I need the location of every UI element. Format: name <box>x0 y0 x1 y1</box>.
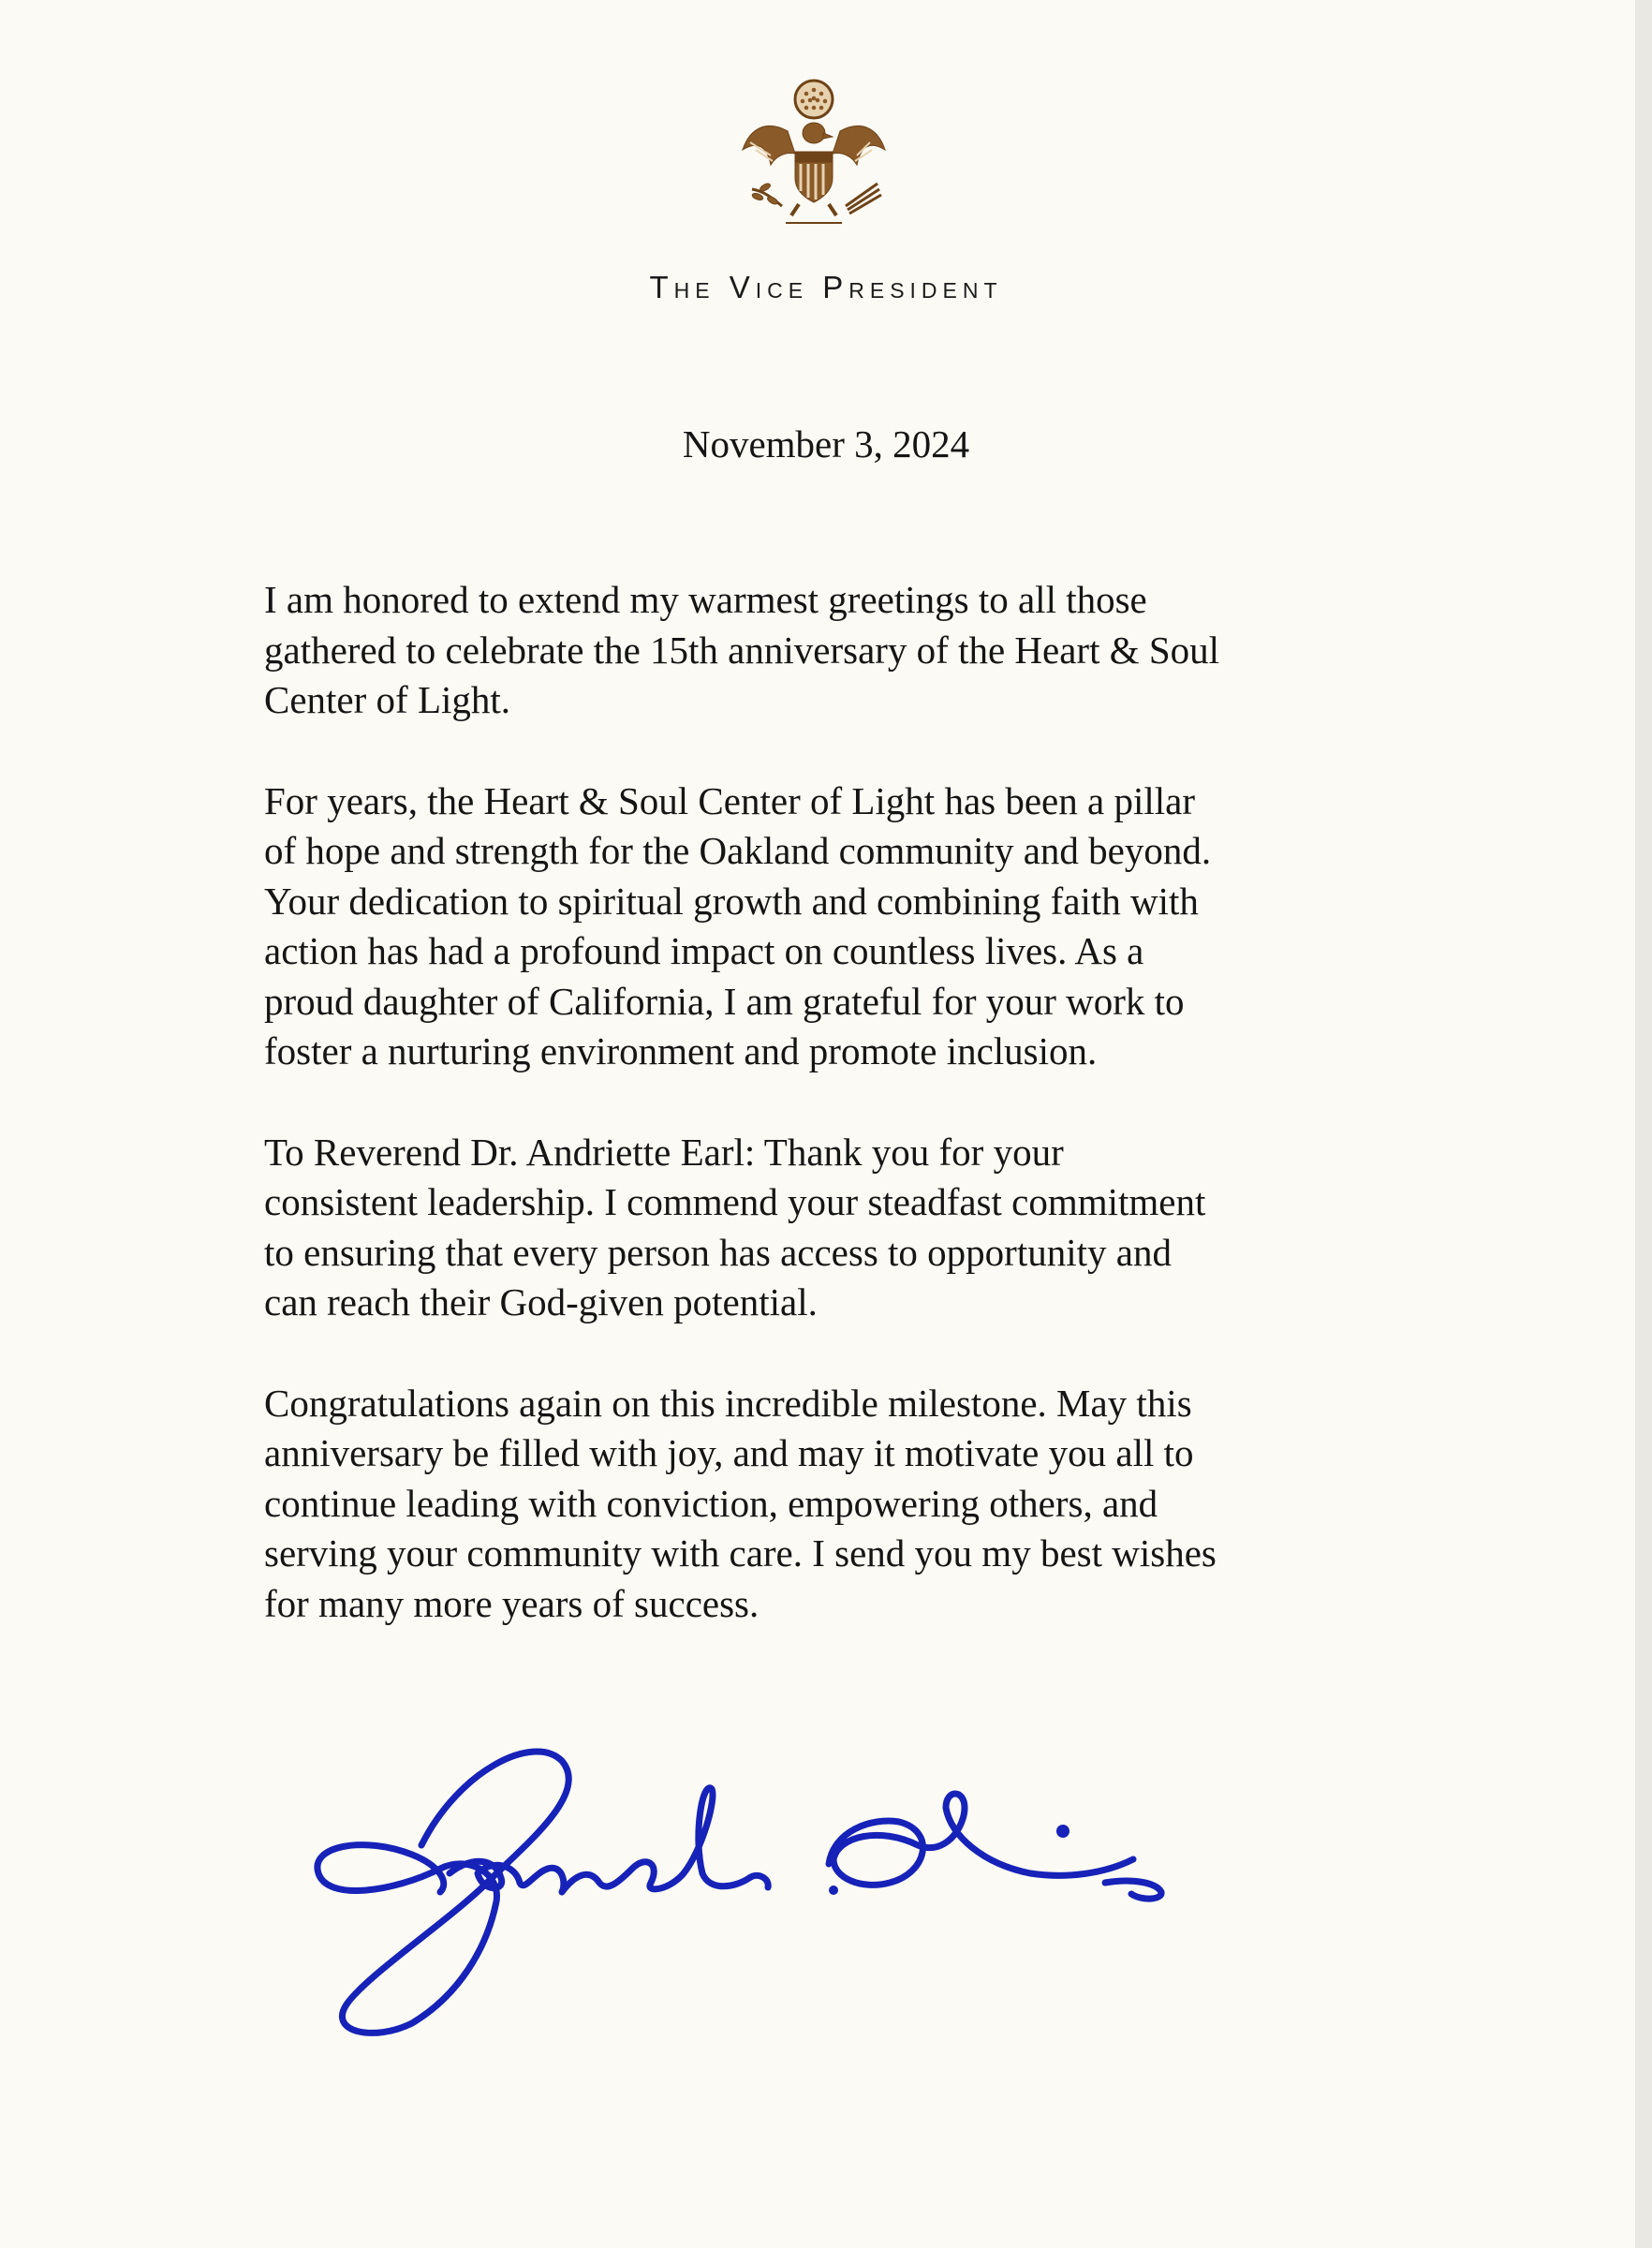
paragraph-about-center: For years, the Heart & Soul Center of Light has been a pillar of hope and strength for the Oakland community and beyond. Your dedication to spiritual growth and combining faith with action has had a profound impact on countless lives. As a proud daughter of California, I am grateful for your work to foster a nurturing environment and promote inclusion. <box>264 778 1212 1072</box>
page-edge-shadow <box>1635 0 1652 2248</box>
paragraph-congratulations: Congratulations again on this incredible milestone. May this anniversary be filled with joy, and may it motivate you all to continue leading with conviction, empowering others, and serving your community with care. I send you my best wishes for many more years of success. <box>264 1381 1217 1625</box>
paragraph-greeting: I am honored to extend my warmest greetings to all those gathered to celebrate the 15th anniversary of the Heart & Soul Center of Light. <box>264 578 1220 721</box>
letter-date: November 3, 2024 <box>682 422 970 466</box>
handwritten-signature <box>309 1742 1311 2051</box>
vice-presidential-seal-icon <box>730 75 898 244</box>
letter-body <box>264 575 1388 1679</box>
letterhead-title: The Vice President <box>649 270 1003 304</box>
paragraph-to-reverend: To Reverend Dr. Andriette Earl: Thank you for your consistent leadership. I commend your steadfast commitment to ensuring that every person has access to opportunity and can reach their God-given potential. <box>264 1130 1206 1324</box>
